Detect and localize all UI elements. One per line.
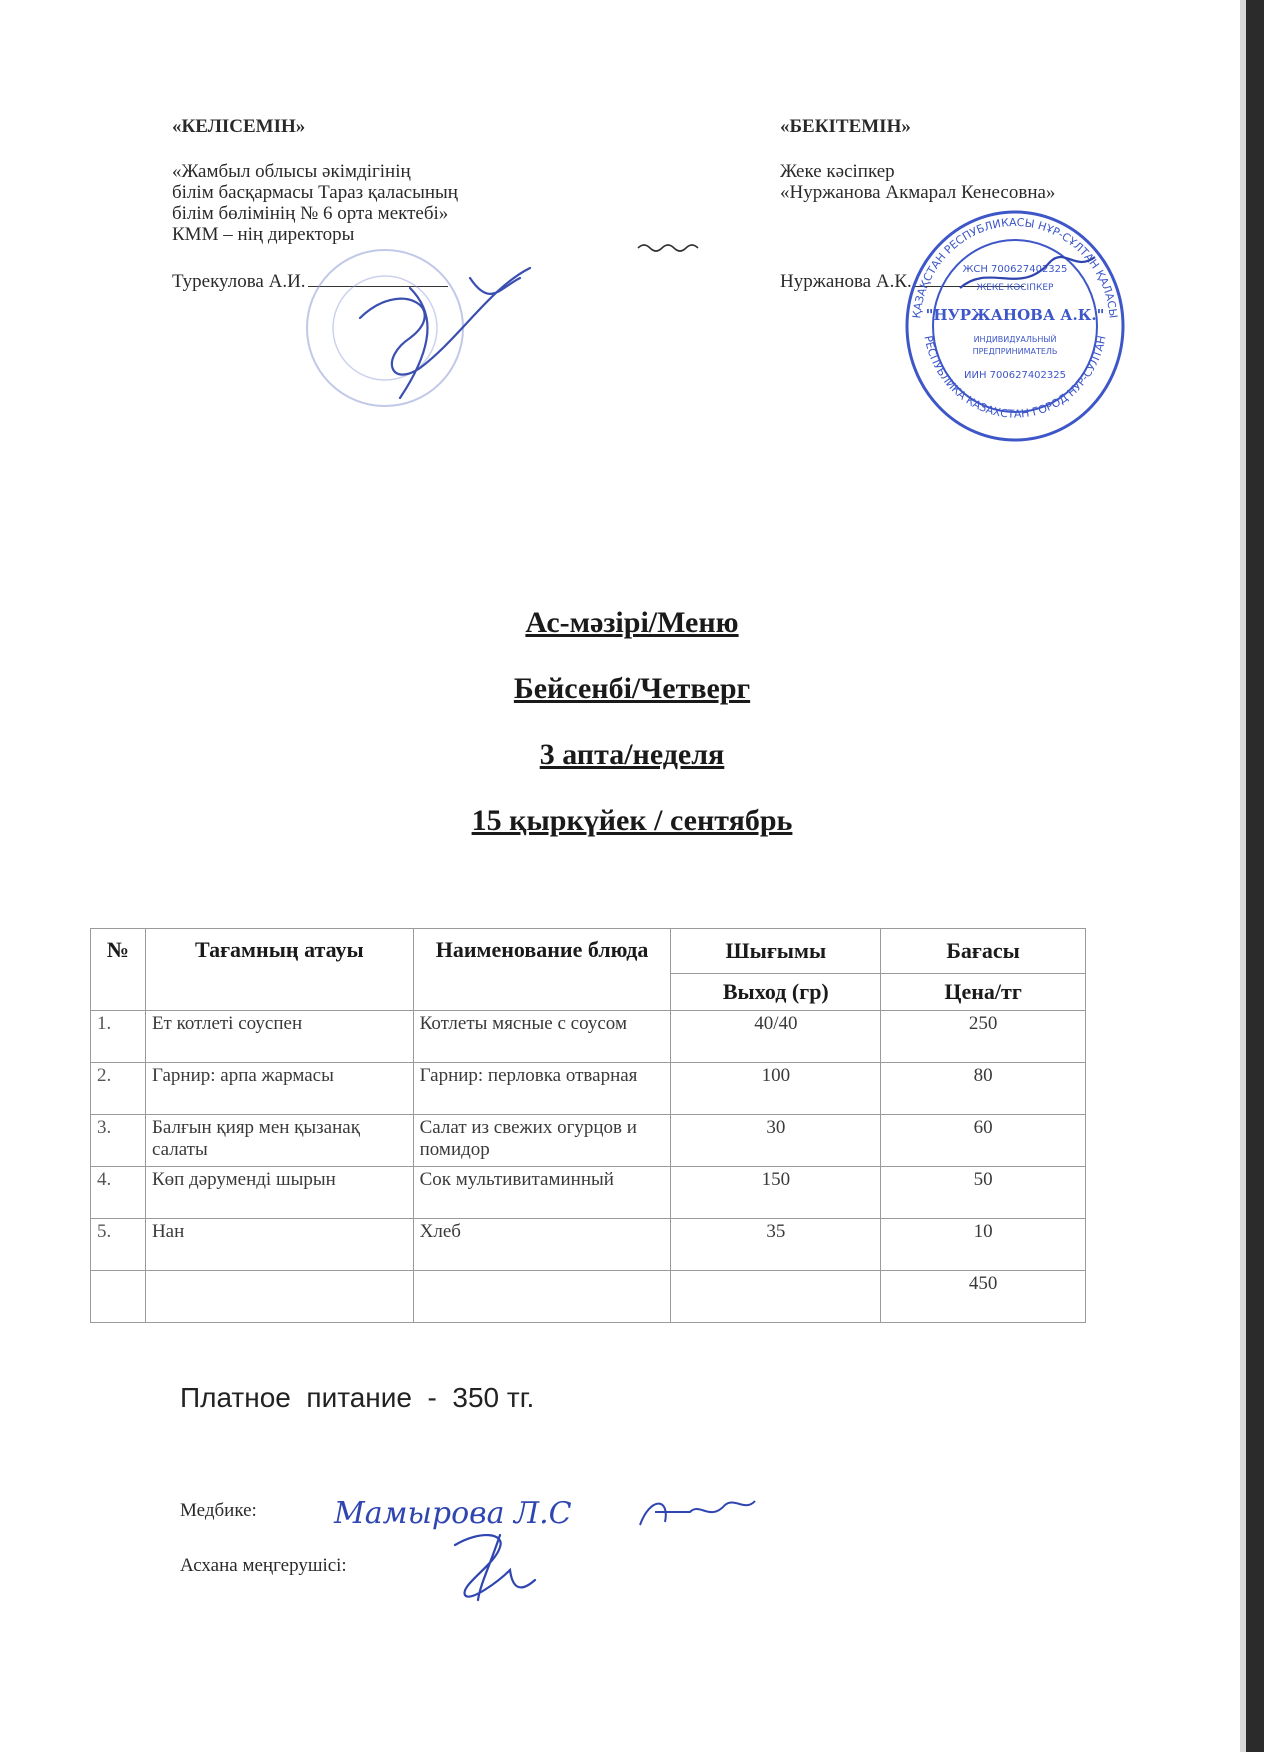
table-header-row	[91, 929, 1086, 974]
table-row	[91, 1063, 1086, 1115]
menu-title-block	[0, 605, 1264, 869]
total-price: 450	[881, 1271, 1086, 1323]
dish-name-ru: Котлеты мясные с соусом	[413, 1011, 671, 1063]
dish-name-ru: Салат из свежих огурцов и помидор	[413, 1115, 671, 1167]
small-scribble-mark	[636, 240, 706, 254]
menu-day: Бейсенбі/Четверг	[513, 672, 751, 705]
dish-yield: 35	[671, 1219, 881, 1271]
empty-cell	[671, 1271, 881, 1323]
table-row	[91, 1167, 1086, 1219]
table-row	[91, 1219, 1086, 1271]
approval-left-line: КММ – нің директоры	[172, 224, 355, 245]
stamp-outer-top: ҚАЗАҚСТАН РЕСПУБЛИКАСЫ НҰР-СҰЛТАН ҚАЛАСЫ	[910, 215, 1120, 320]
entrepreneur-stamp	[900, 202, 1130, 450]
kitchen-head-signature	[440, 1525, 550, 1605]
approval-left-line: білім басқармасы Тараз қаласының	[172, 182, 458, 203]
header-yield-kz: Шығымы	[671, 929, 881, 974]
approval-right-line: «Нуржанова Акмарал Кенесовна»	[780, 182, 1056, 203]
dish-price: 250	[881, 1011, 1086, 1063]
dish-name-kz: Ет котлеті соуспен	[145, 1011, 413, 1063]
approval-right-line: Жеке кәсіпкер	[780, 161, 895, 182]
header-price-kz: Бағасы	[881, 929, 1086, 974]
stamp-inner-bottom-2: ПРЕДПРИНИМАТЕЛЬ	[972, 347, 1058, 356]
dish-yield: 30	[671, 1115, 881, 1167]
menu-title: Ас-мәзірі/Меню	[525, 606, 739, 639]
table-total-row	[91, 1271, 1086, 1323]
row-num: 5.	[91, 1219, 146, 1271]
dish-price: 50	[881, 1167, 1086, 1219]
row-num: 1.	[91, 1011, 146, 1063]
header-name-ru: Наименование блюда	[413, 929, 671, 1011]
scan-border-dark	[1246, 0, 1264, 1752]
header-price-ru: Цена/тг	[881, 974, 1086, 1011]
approval-left-line: «Жамбыл облысы әкімдігінің	[172, 161, 411, 182]
empty-cell	[91, 1271, 146, 1323]
dish-name-ru: Хлеб	[413, 1219, 671, 1271]
menu-table	[90, 928, 1086, 1323]
dish-price: 60	[881, 1115, 1086, 1167]
dish-name-kz: Гарнир: арпа жармасы	[145, 1063, 413, 1115]
approval-right-heading: «БЕКІТЕМІН»	[780, 116, 911, 137]
paid-meal-note: Платное питание - 350 тг.	[180, 1382, 535, 1413]
empty-cell	[145, 1271, 413, 1323]
empty-cell	[413, 1271, 671, 1323]
table-row	[91, 1115, 1086, 1167]
approval-left-signatory-name: Турекулова А.И.	[172, 271, 306, 292]
nurse-signature-text: Мамырова Л.С	[334, 1496, 572, 1531]
dish-name-ru: Гарнир: перловка отварная	[413, 1063, 671, 1115]
row-num: 2.	[91, 1063, 146, 1115]
row-num: 3.	[91, 1115, 146, 1167]
dish-yield: 150	[671, 1167, 881, 1219]
stamp-iin-bottom: ИИН 700627402325	[963, 370, 1067, 381]
stamp-name: "НУРЖАНОВА А.К."	[925, 306, 1105, 324]
header-num: №	[91, 929, 146, 1011]
stamp-inner-top: ЖЕКЕ КӘСІПКЕР	[976, 283, 1054, 293]
header-name-kz: Тағамның атауы	[145, 929, 413, 1011]
approval-left-line: білім бөлімінің № 6 орта мектебі»	[172, 203, 449, 224]
nurse-label: Медбике:	[180, 1500, 257, 1521]
dish-price: 80	[881, 1063, 1086, 1115]
dish-price: 10	[881, 1219, 1086, 1271]
stamp-outer-bottom: РЕСПУБЛИКА КАЗАХСТАН ГОРОД НУР-СУЛТАН	[921, 334, 1109, 421]
menu-date: 15 қыркүйек / сентябрь	[471, 804, 793, 837]
approval-right-signatory-name: Нуржанова А.К.	[780, 271, 912, 292]
director-signature-mark	[290, 248, 550, 418]
dish-name-kz: Көп дәруменді шырын	[145, 1167, 413, 1219]
row-num: 4.	[91, 1167, 146, 1219]
stamp-iin-top: ЖСН 700627402325	[962, 264, 1068, 275]
menu-week: 3 апта/неделя	[539, 738, 725, 771]
dish-yield: 100	[671, 1063, 881, 1115]
dish-name-ru: Сок мультивитаминный	[413, 1167, 671, 1219]
table-row	[91, 1011, 1086, 1063]
dish-yield: 40/40	[671, 1011, 881, 1063]
kitchen-head-label: Асхана меңгерушісі:	[180, 1555, 347, 1576]
approval-left-heading: «КЕЛІСЕМІН»	[172, 116, 306, 137]
dish-name-kz: Балғын қияр мен қызанақ салаты	[145, 1115, 413, 1167]
header-yield-ru: Выход (гр)	[671, 974, 881, 1011]
dish-name-kz: Нан	[145, 1219, 413, 1271]
stamp-inner-bottom-1: ИНДИВИДУАЛЬНЫЙ	[973, 335, 1057, 344]
